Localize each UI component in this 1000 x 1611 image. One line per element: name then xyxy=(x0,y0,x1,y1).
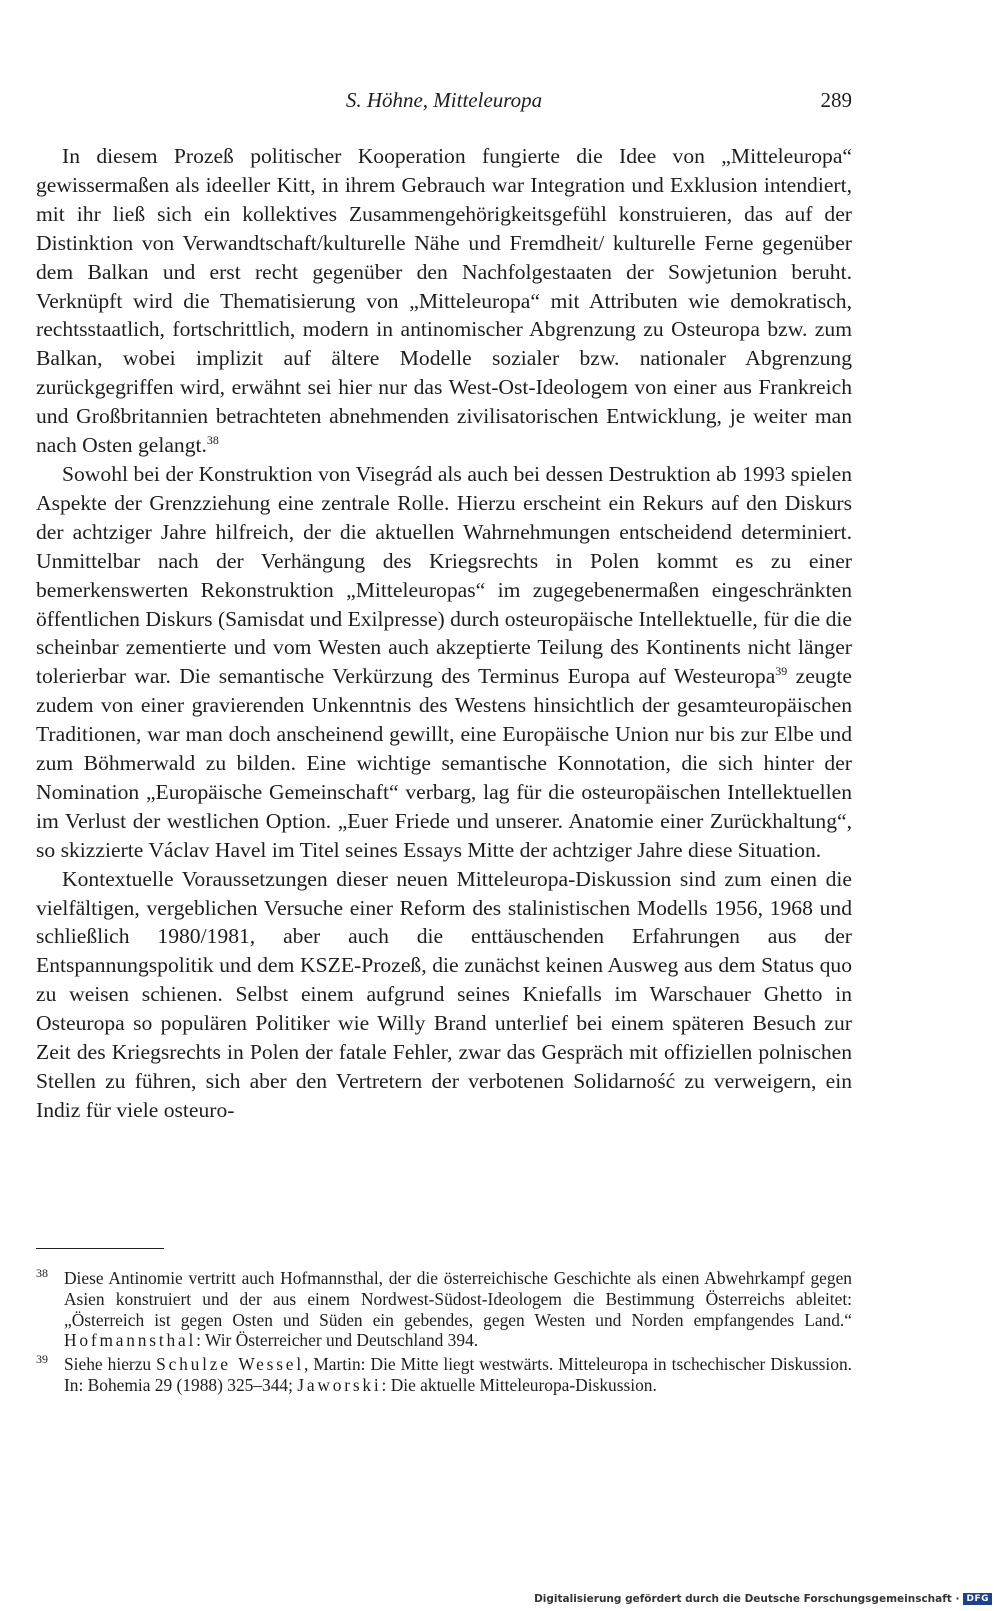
footnote-number: 39 xyxy=(36,1352,48,1367)
footnote-38 xyxy=(36,1268,852,1351)
paragraph-text-continued: zeugte zudem von einer gravierenden Unkenntnis des Westens hinsichtlich der gesamteuropäischen Traditionen, war man doch anscheinend gewillt, eine Europäische Union nur bis zur Elbe und zum Böhmerwald zu bilden. Eine wichtige semantische Konnotation, die sich hinter der Nomination „Europäische Gemeinschaft“ verbarg, lag für die osteuropäischen Intellektuellen im Verlust der westlichen Option. „Euer Friede und unserer. Anatomie einer Zurückhaltung“, so skizzierte Václav Havel im Titel seines Essays Mitte der achtziger Jahre diese Situation. xyxy=(36,664,852,862)
footnote-divider xyxy=(36,1248,164,1249)
footnote-text: Siehe hierzu xyxy=(64,1354,157,1375)
footnote-author-2: Jaworski xyxy=(297,1374,382,1395)
page-number: 289 xyxy=(820,88,852,112)
paragraph-2 xyxy=(36,460,852,865)
paragraph-text: Kontextuelle Voraussetzungen dieser neuen Mitteleuropa-Diskussion sind zum einen die vielfältigen, vergeblichen Versuche einer Reform des stalinistischen Modells 1956, 1968 und schließlich 1980/1981, aber auch die enttäuschenden Erfahrungen aus der Entspannungspolitik und dem KSZE-Prozeß, die zunächst keinen Ausweg aus dem Status quo zu weisen schienen. Selbst einem aufgrund seines Kniefalls im Warschauer Ghetto in Osteuropa so populären Politiker wie Willy Brand unterlief bei einem späteren Besuch zur Zeit des Kriegsrechts in Polen der fatale Fehler, zwar das Gespräch mit offiziellen polnischen Stellen zu führen, sich aber den Vertretern der verbotenen Solidarność zu verweigern, ein Indiz für viele osteuro- xyxy=(36,866,852,1122)
footnote-ref-38[interactable]: 38 xyxy=(206,433,219,448)
running-head: S. Höhne, Mitteleuropa xyxy=(345,88,543,112)
footer-text: Digitalisierung gefördert durch die Deutsche Forschungsgemeinschaft · xyxy=(534,1593,960,1605)
footnote-text: Diese Antinomie vertritt auch Hofmannsthal, der die österreichische Geschichte als einen Abwehrkampf gegen Asien konstruiert und der aus einem Nordwest-Südost-Ideologem die Bestimmung Österreichs ableitet: „Österreich ist gegen Osten und Süden ein gebendes, gegen Westen und Norden empfangendes Land.“ xyxy=(64,1268,852,1330)
digitization-footer xyxy=(534,1593,992,1605)
paragraph-3 xyxy=(36,865,852,1125)
paragraph-text: In diesem Prozeß politischer Kooperation fungierte die Idee von „Mitteleuropa“ gewissermaßen als ideeller Kitt, in ihrem Gebrauch war Integration und Exklusion intendiert, mit ihr ließ sich ein kollektives Zusammengehörigkeitsgefühl konstruieren, das auf der Distinktion von Verwandtschaft/kulturelle Nähe und Fremdheit/ kulturelle Ferne gegenüber dem Balkan und erst recht gegenüber den Nachfolgestaaten der Sowjetunion beruht. Verknüpft wird die Thematisierung von „Mitteleuropa“ mit Attributen wie demokratisch, rechtsstaatlich, fortschrittlich, modern in antinomischer Abgrenzung zu Osteuropa bzw. zum Balkan, wobei implizit auf ältere Modelle sozialer bzw. nationaler Abgrenzung zurückgegriffen wird, erwähnt sei hier nur das West-Ost-Ideologem von einer aus Frankreich und Großbritannien betrachteten abnehmenden zivilisatorischen Entwicklung, je weiter man nach Osten gelangt. xyxy=(36,144,852,458)
footnote-text-continued: : Wir Österreicher und Deutschland 394. xyxy=(196,1330,479,1351)
footnotes xyxy=(36,1268,852,1399)
footnote-text-end: : Die aktuelle Mitteleuropa-Diskussion. xyxy=(381,1374,657,1395)
footnote-author: Schulze Wessel xyxy=(156,1354,304,1375)
footnote-ref-39[interactable]: 39 xyxy=(775,664,788,679)
page-header xyxy=(36,88,852,118)
footnote-number: 38 xyxy=(36,1266,48,1280)
paragraph-1 xyxy=(36,142,852,460)
body-text xyxy=(36,142,852,1125)
footnote-39 xyxy=(36,1354,852,1396)
footnote-author: Hofmannsthal xyxy=(64,1330,197,1351)
footnote-text-continued: , Martin: Die Mitte liegt westwärts. Mitteleuropa in tschechischer Diskussion. In: Bohemia 29 (1988) 325–344; xyxy=(64,1354,852,1395)
dfg-logo-icon: DFG xyxy=(963,1593,992,1605)
paragraph-text: Sowohl bei der Konstruktion von Visegrád als auch bei dessen Destruktion ab 1993 spielen Aspekte der Grenzziehung eine zentrale Rolle. Hierzu erscheint ein Rekurs auf den Diskurs der achtziger Jahre hilfreich, der die aktuellen Wahrnehmungen entscheidend determiniert. Unmittelbar nach der Verhängung des Kriegsrechts in Polen kommt es zu einer bemerkenswerten Rekonstruktion „Mitteleuropas“ im zugegebenermaßen eingeschränkten öffentlichen Diskurs (Samisdat und Exilpresse) durch osteuropäische Intellektuelle, für die die scheinbar zementierte und vom Westen auch akzeptierte Teilung des Kontinents nicht länger tolerierbar war. Die semantische Verkürzung des Terminus Europa auf Westeuropa xyxy=(36,461,852,689)
